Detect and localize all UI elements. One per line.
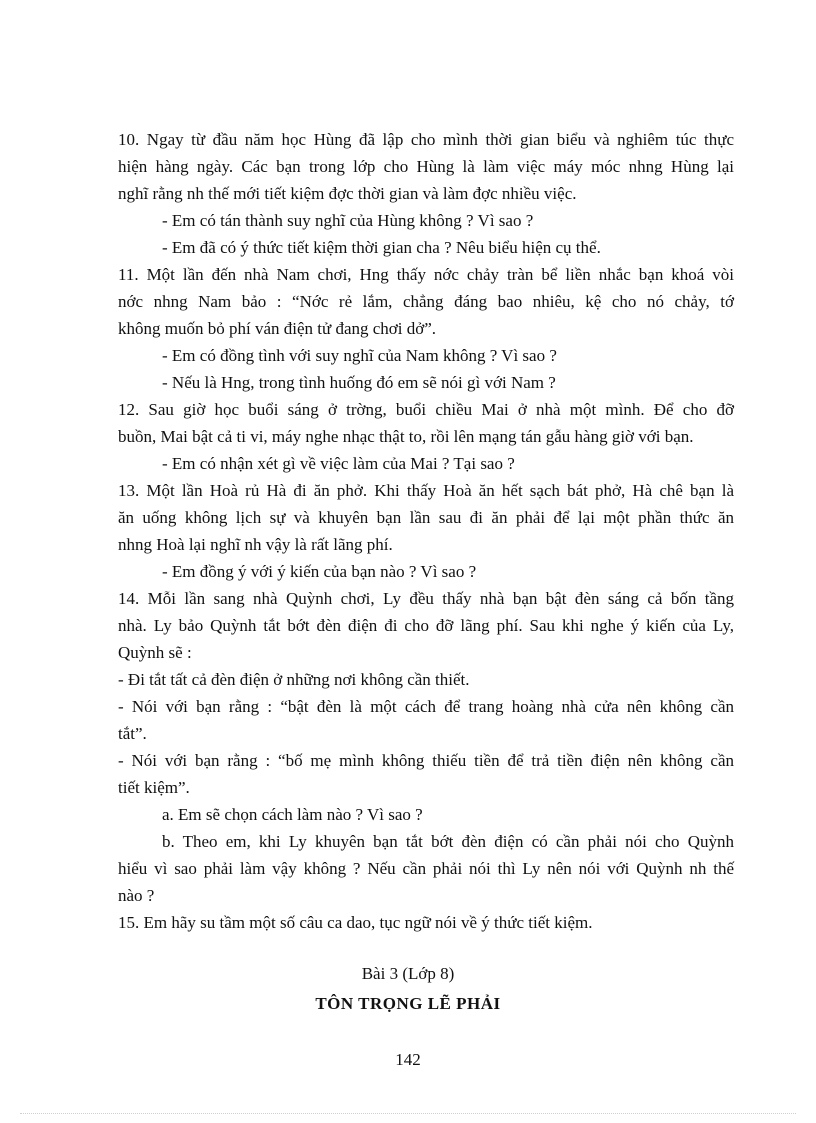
text-line: buồn, Mai bật cả ti vi, máy nghe nhạc thật to, rồi lên mạng tán gẫu hàng giờ với bạn. [118,427,694,446]
text-line: tiết kiệm”. [118,778,190,797]
page-number: 142 [395,1050,421,1069]
text-line: tắt”. [118,724,147,743]
question-14-sub-b [118,828,734,909]
question-10 [118,126,734,207]
text-line: - Đi tắt tất cả đèn điện ở những nơi không cần thiết. [118,670,470,689]
question-14-option-1 [118,666,734,693]
text-line: 10. Ngay từ đầu năm học Hùng đã lập cho mình thời gian biểu và nghiêm túc thực [118,130,734,149]
question-14 [118,585,734,666]
text-line: nào ? [118,886,155,905]
page-bottom-divider [20,1113,796,1114]
question-14-sub-a: a. Em sẽ chọn cách làm nào ? Vì sao ? [162,805,423,824]
question-12 [118,396,734,450]
question-13-sub-1: - Em đồng ý với ý kiến của bạn nào ? Vì sao ? [162,562,477,581]
text-line: nớc nhng Nam bảo : “Nớc rẻ lắm, chẳng đáng bao nhiêu, kệ cho nó chảy, tớ [118,292,734,311]
text-line: hiện hàng ngày. Các bạn trong lớp cho Hùng là làm việc máy móc nhng Hùng lại [118,157,734,176]
text-line: nhà. Ly bảo Quỳnh tắt bớt đèn điện đi cho đỡ lãng phí. Sau khi nghe ý kiến của Ly, [118,616,734,635]
question-15 [118,909,734,936]
text-line: nhng Hoà lại nghĩ nh vậy là rất lãng phí. [118,535,393,554]
page-body [118,126,734,936]
text-line: 13. Một lần Hoà rủ Hà đi ăn phở. Khi thấy Hoà ăn hết sạch bát phở, Hà chê bạn là [118,481,734,500]
question-10-sub-1: - Em có tán thành suy nghĩ của Hùng không ? Vì sao ? [162,211,534,230]
text-line: 15. Em hãy su tầm một số câu ca dao, tục ngữ nói về ý thức tiết kiệm. [118,913,593,932]
lesson-title: Bài 3 (Lớp 8) [361,964,455,983]
question-13 [118,477,734,558]
question-14-option-2 [118,693,734,747]
text-line: ăn uống không lịch sự và khuyên bạn lần sau đi ăn phải để lại một phần thức ăn [118,508,734,527]
question-11-sub-1: - Em có đồng tình với suy nghĩ của Nam không ? Vì sao ? [162,346,557,365]
question-10-sub-2: - Em đã có ý thức tiết kiệm thời gian cha ? Nêu biểu hiện cụ thể. [162,238,601,257]
text-line: b. Theo em, khi Ly khuyên bạn tắt bớt đèn điện có cần phải nói cho Quỳnh [162,832,734,851]
text-line: 14. Mỗi lần sang nhà Quỳnh chơi, Ly đều thấy nhà bạn bật đèn sáng cả bốn tầng [118,589,734,608]
question-14-option-3 [118,747,734,801]
lesson-subtitle: TÔN TRỌNG LẼ PHẢI [315,994,501,1013]
text-line: 11. Một lần đến nhà Nam chơi, Hng thấy nớc chảy tràn bể liền nhắc bạn khoá vòi [118,265,734,284]
question-11-sub-2: - Nếu là Hng, trong tình huống đó em sẽ nói gì với Nam ? [162,373,556,392]
question-12-sub-1: - Em có nhận xét gì về việc làm của Mai ? Tại sao ? [162,454,515,473]
question-11 [118,261,734,342]
text-line: nghĩ rằng nh thế mới tiết kiệm đợc thời gian và làm đợc nhiều việc. [118,184,577,203]
text-line: 12. Sau giờ học buổi sáng ở trờng, buổi chiều Mai ở nhà một mình. Để cho đỡ [118,400,734,419]
text-line: không muốn bỏ phí ván điện tử đang chơi dở”. [118,319,437,338]
text-line: hiểu vì sao phải làm vậy không ? Nếu cần phải nói thì Ly nên nói với Quỳnh nh thế [118,859,734,878]
text-line: - Nói với bạn rằng : “bật đèn là một cách để trang hoàng nhà cửa nên không cần [118,697,734,716]
text-line: - Nói với bạn rằng : “bố mẹ mình không thiếu tiền để trả tiền điện nên không cần [118,751,734,770]
text-line: Quỳnh sẽ : [118,643,192,662]
